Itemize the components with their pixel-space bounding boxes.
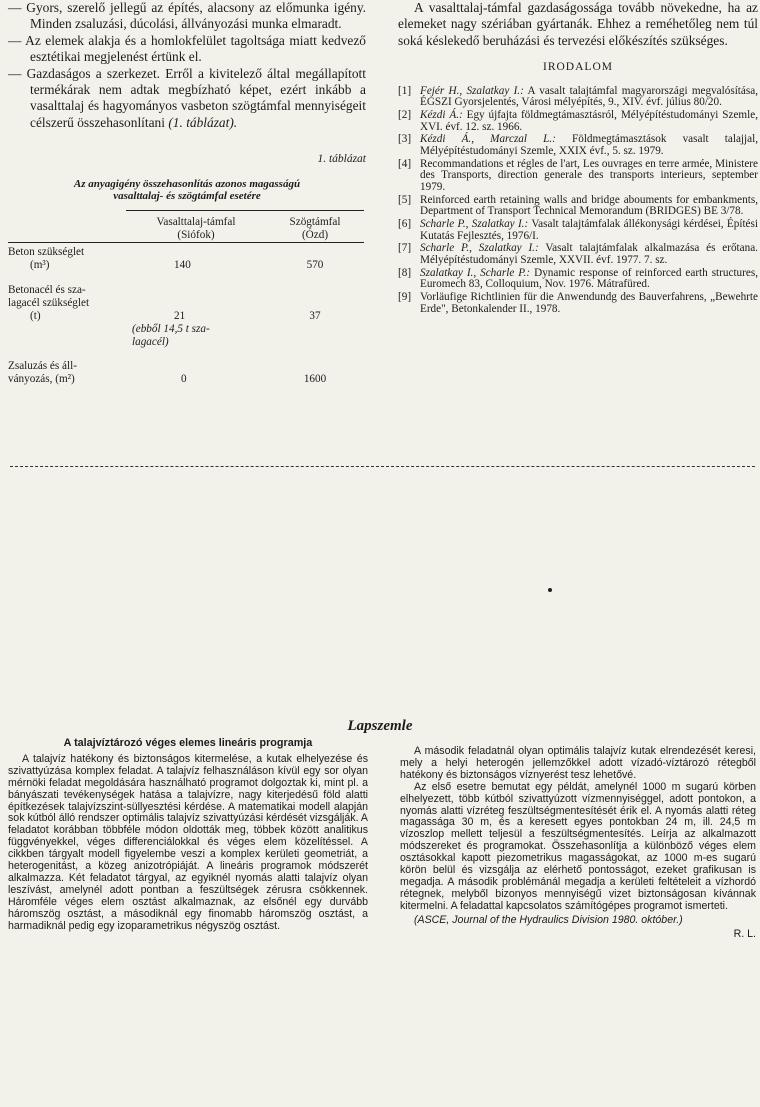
ref-number: [6]	[398, 218, 412, 231]
reference-item	[398, 219, 758, 242]
header-line: Vasalttalaj-támfal	[156, 215, 236, 228]
ref-authors: Szalatkay I., Scharle P.:	[420, 266, 531, 279]
reference-item	[398, 159, 758, 194]
ref-authors: Kézdi Á.:	[420, 109, 463, 121]
value-note: (ebből 14,5 t sza-	[132, 322, 210, 335]
review-paragraph: Az első esetre bemutat egy példát, amelynél 1000 m sugarú körben elhelyezett, több kútból szivattyúzott vízmennyiséggel, adott pontokon, a nyomás alatti vízréteg feszültségmentesítését érik el. A nyomás alatti réteg magassága 30 m, és a keresett egyes pontokban 24 m, ill. 24,5 m vízoszlop mellett teljesül a feszültségmentesítés. Leírja az alkalmazott módszereket és programokat. Összehasonlítja a különböző véges elem osztásokkal kapott piezometrikus magasságokat, az 1000 m-es sugarú körön belül és vizsgálja az elérhető pontosságot, ezeket grafikusan is megadja. A második problémánál megadja a kerületi feltételeit a vízhordó rétegnek, melyből bizonyos mennyiségű vizet biztonságosan kívánnak kitermelni. A feladattal kapcsolatos számítógépes programot ismerteti.	[400, 780, 756, 912]
bullet-item: — Az elemek alakja és a homlokfelület tagoltsága miatt kedvező esztétikai megjelenést értünk el.	[8, 32, 366, 65]
label-line: Beton szükséglet	[8, 245, 85, 258]
review-left-column	[8, 738, 368, 933]
left-column	[8, 0, 366, 394]
label-line: ványozás, (m²)	[8, 372, 75, 385]
review-source: (ASCE, Journal of the Hydraulics Division 1980. október.)	[414, 913, 683, 926]
ref-text: Vasalt talajtámfalak alkalmazása és erőtana. Mélyépítéstudományi Szemle, XXVII. évf. 1977. 7. sz.	[420, 242, 758, 267]
right-column	[398, 0, 758, 317]
review-right-column	[400, 746, 756, 941]
cell-value: 140	[174, 258, 191, 271]
ref-text: Földmegtámasztások vasalt talajjal, Mélyépítéstudományi Szemle, XXIX évf., 5. sz. 1979.	[420, 133, 759, 157]
ref-number: [4]	[398, 157, 412, 170]
reference-item	[398, 110, 758, 133]
bullet-item	[8, 66, 366, 132]
reference-item	[398, 268, 758, 291]
label-line: (t)	[30, 309, 41, 322]
cell-value: 0	[181, 372, 187, 385]
table-number: 1. táblázat	[317, 153, 366, 166]
ref-text: Reinforced earth retaining walls and bridge abouments for embankments, Department of Transport Technical Memorandum (BRIDGES) BE 3/78.	[420, 193, 758, 218]
ref-authors: Fejér H., Szalatkay I.:	[420, 84, 524, 97]
row-label	[8, 284, 126, 360]
cell-value	[126, 284, 266, 360]
table-row	[8, 246, 364, 284]
section-divider	[10, 466, 755, 467]
ref-text: Vorläufige Richtlinien für die Anwendundg des Bauverfahrens, „Bewehrte Erde", Betonkalender II., 1978.	[420, 291, 758, 315]
ref-authors: Kézdi Á., Marczal L.:	[420, 133, 556, 146]
cell-value: 570	[306, 258, 324, 271]
row-label	[8, 360, 126, 394]
header-line: (Siófok)	[177, 228, 215, 241]
table-header-szogtamfal	[266, 210, 364, 242]
label-line: lagacél szükséglet	[8, 296, 90, 309]
review-paragraph: A második feladatnál olyan optimális talajvíz kutak elrendezését keresi, mely a helyi heterogén jellemzőkkel adott vízadó-víztározó rétegből hatékony és biztonságos víznyerést tesz lehetővé.	[400, 745, 756, 781]
ref-text: A vasalt talajtámfal magyarországi megvalósítása, ÉGSZI Gyorsjelentés, Városi mélyépítés, 9., XIV. évf. július 80/20.	[420, 84, 758, 109]
value-note: lagacél)	[132, 335, 169, 348]
table-caption-line: Az anyagigény összehasonlítás azonos magasságú	[73, 177, 301, 190]
review-heading: A talajvíztározó véges elemes lineáris programja	[63, 737, 313, 749]
ref-number: [3]	[398, 133, 412, 146]
table-caption	[8, 178, 366, 202]
value-number: 21	[174, 309, 186, 322]
row-label	[8, 246, 126, 284]
header-line: Szögtámfal	[289, 215, 341, 228]
section-title: Lapszemle	[347, 718, 413, 734]
speck-mark	[548, 588, 552, 592]
ref-text: Recommandations et régles de l'art, Les ouvrages en terre armée, Ministere des Transports, direction generale des transports interieurs, september 1979.	[420, 157, 758, 193]
reference-item	[398, 86, 758, 109]
reference-item	[398, 195, 758, 218]
bullet-item: — Gyors, szerelő jellegű az építés, alacsony az előmunka igény. Minden zsaluzási, dúcolási, állványozási munka elmaradt.	[8, 0, 366, 32]
cell-value: 37	[309, 309, 321, 322]
ref-number: [7]	[398, 242, 412, 255]
reference-list	[398, 86, 758, 316]
cell-value: 1600	[303, 372, 327, 385]
reference-item	[398, 134, 758, 157]
label-line: Betonacél és sza-	[8, 283, 86, 296]
table-row	[8, 284, 364, 360]
ref-number: [1]	[398, 84, 412, 97]
ref-text: Vasalt talajtámfalak állékonysági kérdései, Építési Kutatás Fejlesztés, 1976/I.	[420, 218, 758, 242]
comparison-table	[8, 210, 364, 394]
ref-number: [2]	[398, 109, 412, 121]
ref-number: [5]	[398, 193, 412, 206]
table-header-vasalttalaj	[126, 210, 266, 242]
bullet-text: — Gazdaságos a szerkezet. Erről a kivitelező által megállapított termékárak nem adtak megbízható képet, ezért inkább a vasalttalaj és hagyományos vasbeton szögtámfal mennyiségeit célszerű összehasonlítani	[8, 65, 366, 130]
review-signature: R. L.	[733, 927, 756, 940]
label-line: Zsaluzás és áll-	[8, 359, 77, 372]
reference-item	[398, 292, 758, 315]
label-line: (m³)	[30, 258, 50, 271]
review-paragraph: A talajvíz hatékony és biztonságos kitermelése, a kutak elhelyezése és szivattyúzása komplex feladat. A talajvíz felhasználáson kívül egy sor olyan mérnöki feladat megoldására használható programot dolgoztak ki, mint pl. a bányászati tevékenységek hatása a talajvízre, nagy kiterjedésű föld alatti építkezések talajvízszint-süllyesztési kérdése. A matematikai modell alapján sok kútból álló rendszer optimális talajvíz szivattyúzási kérdését vizsgálják. A feladatot korábban többféle módon oldották meg, többek között analitikus függvényekkel, véges differenciálokkal és véges elem közelítéssel. A cikkben tárgyalt modell figyelembe veszi a komplex kerületi geometriát, a heterogenitást, a közeg anizotrópiáját. A lineáris programok módszerét alkalmazza. Két feladatot tárgyal, az egyiknél nyomás alatti talajvíz olyan leszívást, amelynél adott pontban a feszültségek zérusra csökkennek. Háromféle véges elem osztást alkalmaznak, az elsőnél egy durvább háromszög osztást, a másodiknál egy finomabb háromszög osztást, a harmadiknál pedig egy izoparametrikus négyszög osztást.	[8, 752, 368, 932]
ref-text: Dynamic response of reinforced earth structures, Euromech 83, Colloquium, Nov. 1976. Mátrafüred.	[420, 266, 758, 291]
references-heading: IRODALOM	[543, 61, 613, 74]
ref-authors: Scharle P., Szalatkay I.:	[420, 242, 539, 255]
ref-number: [9]	[398, 291, 412, 304]
table-caption-line: vasalttalaj- és szögtámfal esetére	[113, 189, 261, 202]
header-line: (Ózd)	[301, 228, 329, 241]
intro-paragraph: A vasalttalaj-támfal gazdaságossága tovább növekedne, ha az elemeket nagy szériában gyártanák. Ehhez a reméhetőleg nem túl soká késlekedő beruházási és tervezési előkészítés szükséges.	[398, 0, 758, 48]
ref-text: Egy újfajta földmegtámasztásról, Mélyépítéstudományi Szemle, XVI. évf. 12. sz. 1966.	[420, 109, 758, 133]
ref-number: [8]	[398, 266, 412, 279]
table-reference: (1. táblázat).	[168, 114, 238, 130]
reference-item	[398, 243, 758, 266]
ref-authors: Scharle P., Szalatkay I.:	[420, 218, 529, 231]
table-row	[8, 360, 364, 394]
